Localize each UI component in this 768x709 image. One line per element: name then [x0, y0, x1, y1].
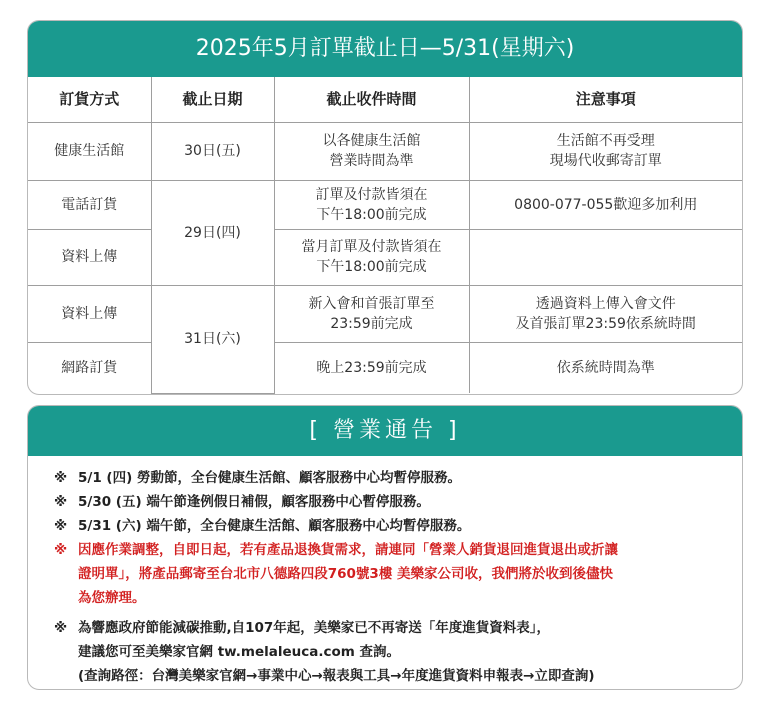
- notice-line: 因應作業調整，自即日起，若有產品退換貨需求，請連同「營業人銷貨退回進貨退出或折讓: [78, 542, 618, 558]
- merged-date-31: 31日(六): [151, 285, 274, 393]
- notice-line: 證明單」，將產品郵寄至台北市八德路四段760號3樓 美樂家公司收，我們將於收到後儘快: [78, 566, 614, 582]
- merged-date-29: 29日(四): [151, 180, 274, 285]
- notice-text: 5/31 (六) 端午節，全台健康生活館、顧客服務中心均暫停服務。: [78, 518, 471, 534]
- table-header-row: [28, 77, 742, 122]
- notice-line: 為您辦理。: [78, 590, 146, 606]
- row-time-line: 當月訂單及付款皆須在: [301, 239, 442, 255]
- row-time-line: 23:59前完成: [330, 315, 413, 332]
- table-row: [28, 122, 742, 180]
- row-method: 資料上傳: [28, 229, 151, 285]
- row-note-line: 依系統時間為準: [556, 359, 655, 376]
- row-note-empty: [469, 229, 742, 285]
- list-item: [28, 616, 742, 688]
- row-time: [274, 122, 469, 180]
- row-time-line: 下午18:00前完成: [316, 259, 427, 275]
- deadline-table: [28, 77, 742, 394]
- list-item-warning: [28, 538, 742, 610]
- row-note-line: 現場代收郵寄訂單: [549, 153, 662, 169]
- row-date: 30日(五): [151, 122, 274, 180]
- header-method: 訂貨方式: [28, 77, 151, 122]
- row-note-line: 0800-077-055歡迎多加利用: [514, 196, 698, 213]
- row-time-line: 下午18:00前完成: [316, 206, 427, 223]
- row-time-line: 新入會和首張訂單至: [308, 295, 435, 312]
- table-row: [28, 285, 742, 342]
- table-row: [28, 342, 742, 393]
- deadline-title: 2025年5月訂單截止日—5/31(星期六): [28, 21, 742, 77]
- notice-text: [78, 616, 724, 688]
- row-method: 健康生活館: [28, 122, 151, 180]
- header-time: 截止收件時間: [274, 77, 469, 122]
- header-date: 截止日期: [151, 77, 274, 122]
- reference-mark-icon: ※: [54, 542, 68, 558]
- row-note: [469, 122, 742, 180]
- reference-mark-icon: ※: [54, 470, 68, 486]
- row-time-line: 訂單及付款皆須在: [315, 186, 428, 203]
- notice-text: 5/30 (五) 端午節逢例假日補假，顧客服務中心暫停服務。: [78, 494, 430, 510]
- row-note-line: 及首張訂單23:59依系統時間: [515, 315, 696, 332]
- row-time-line: 晚上23:59前完成: [316, 359, 427, 376]
- notice-line: (查詢路徑：台灣美樂家官網→事業中心→報表與工具→年度進貨資料申報表→立即查詢): [78, 668, 595, 684]
- notice-list: [28, 456, 742, 688]
- row-note-line: 透過資料上傳入會文件: [535, 295, 676, 312]
- row-method: 資料上傳: [28, 285, 151, 342]
- row-note: [469, 285, 742, 342]
- notice-line: 建議您可至美樂家官網 tw.melaleuca.com 查詢。: [78, 644, 401, 660]
- order-deadline-card: [27, 20, 743, 395]
- table-row: [28, 180, 742, 229]
- reference-mark-icon: ※: [54, 518, 68, 534]
- announcement-title: [ 營業通告 ]: [28, 406, 742, 456]
- table-row: [28, 229, 742, 285]
- header-note: 注意事項: [469, 77, 742, 122]
- row-time: [274, 229, 469, 285]
- row-note: [469, 180, 742, 229]
- row-note-line: 生活館不再受理: [556, 133, 655, 149]
- row-time-line: 以各健康生活館: [322, 133, 421, 149]
- row-method: 網路訂貨: [28, 342, 151, 393]
- notice-line: 為響應政府節能減碳推動,自107年起，美樂家已不再寄送「年度進貨資料表」，: [78, 620, 551, 636]
- list-item: [28, 514, 742, 538]
- list-item: [28, 466, 742, 490]
- row-time-line: 營業時間為準: [329, 153, 414, 169]
- row-time: [274, 180, 469, 229]
- reference-mark-icon: ※: [54, 620, 68, 636]
- announcement-card: [27, 405, 743, 690]
- row-time: [274, 342, 469, 393]
- row-note: [469, 342, 742, 393]
- reference-mark-icon: ※: [54, 494, 68, 510]
- row-time: [274, 285, 469, 342]
- row-method: 電話訂貨: [28, 180, 151, 229]
- list-item: [28, 490, 742, 514]
- notice-text: [78, 538, 724, 610]
- notice-text: 5/1 (四) 勞動節，全台健康生活館、顧客服務中心均暫停服務。: [78, 470, 461, 486]
